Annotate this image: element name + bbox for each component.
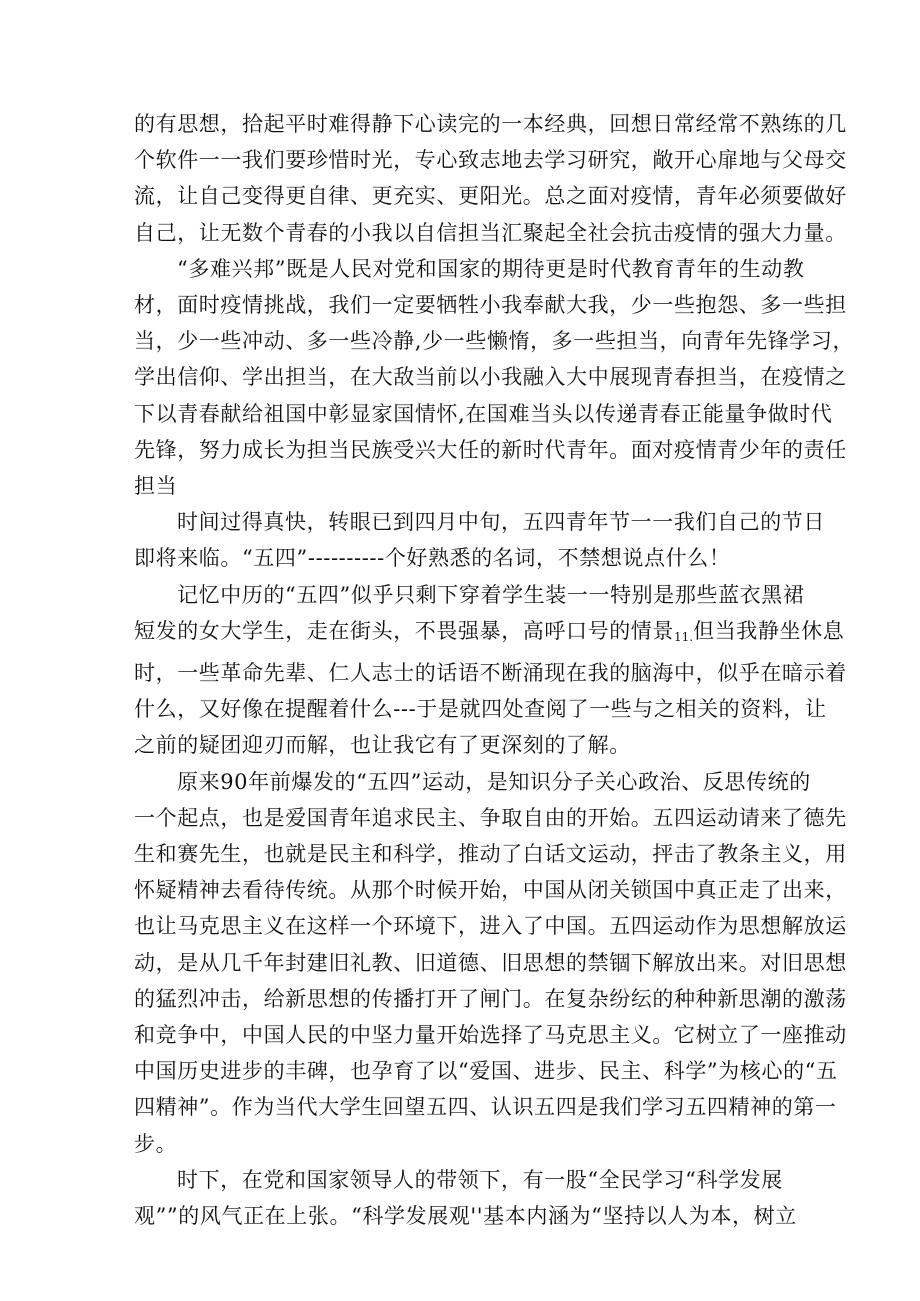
text-line: 之前的疑团迎刃而解，也让我它有了更深刻的了解。 [134,733,631,758]
paragraph-6 [134,1162,797,1234]
text-line: 担当 [134,474,178,499]
paragraph-3 [134,504,825,576]
text-line: 也让马克思主义在这样一个环境下，进入了中国。五四运动作为思想解放运 [134,914,847,939]
text-line: 原来90年前爆发的“五四”运动，是知识分子关心政治、反思传统的 [177,769,811,794]
text-line: 当，少一些冲动、多一些冷静,少一些懒惰，多一些担当，向青年先锋学习， [134,329,855,354]
paragraph-2 [134,251,855,504]
text-line: 和竞争中，中国人民的中坚力量开始选择了马克思主义。它树立了一座推动 [134,1023,847,1048]
paragraph-5 [134,764,847,1162]
text-segment: 短发的女大学生，走在街头，不畏强暴，高呼口号的情景 [134,618,674,643]
text-line: 观””的风气正在上张。“科学发展观''基本内涵为“坚持以人为本，树立 [134,1204,797,1229]
paragraph-1 [134,106,847,251]
text-line: 的猛烈冲击，给新思想的传播打开了闸门。在复杂纷纭的种种新思潮的激荡 [134,986,847,1011]
text-line: 自己，让无数个青春的小我以自信担当汇聚起全社会抗击疫情的强大力量。 [134,220,847,245]
text-line: 先锋，努力成长为担当民族受兴大任的新时代青年。面对疫情青少年的责任 [134,437,847,462]
text-segment: 但当我静坐休息 [693,618,845,643]
text-line: “多难兴邦”既是人民对党和国家的期待更是时代教育青年的生动教 [177,256,805,281]
text-line: 即将来临。“五四”----------个好熟悉的名词，不禁想说点什么！ [134,546,731,571]
text-line: 材，面时疫情挑战，我们一定要牺牲小我奉献大我，少一些抱怨、多一些担 [134,293,847,318]
text-line: 什么，又好像在提醒着什么---于是就四处查阅了一些与之相关的资料，让 [134,697,827,722]
text-line-with-footnote [134,613,845,655]
text-line: 时间过得真快，转眼已到四月中旬，五四青年节一一我们自己的节日 [177,510,825,535]
text-line: 时下，在党和国家领导人的带领下，有一股“全民学习“科学发展 [177,1167,783,1192]
paragraph-4 [134,577,847,764]
text-line: 个软件一一我们要珍惜时光，专心致志地去学习研究，敞开心扉地与父母交 [134,148,847,173]
document-body [134,106,855,1234]
footnote-marker: 11. [674,629,694,644]
text-line: 的有思想，拾起平时难得静下心读完的一本经典，回想日常经常不熟练的几 [134,112,847,136]
text-line: 流，让自己变得更自律、更充实、更阳光。总之面对疫情，青年必须要做好 [134,184,847,209]
text-line: 中国历史进步的丰碑，也孕育了以“爱国、进步、民主、科学”为核心的“五 [134,1059,838,1084]
text-line: 记忆中历的“五四”似乎只剩下穿着学生装一一特别是那些蓝衣黑裙 [177,582,805,607]
text-line: 怀疑精神去看待传统。从那个时候开始，中国从闭关锁国中真正走了出来， [134,878,847,903]
text-line: 一个起点，也是爱国青年追求民主、争取自由的开始。五四运动请来了德先 [134,805,847,830]
text-line: 动，是从几千年封建旧礼教、旧道德、旧思想的禁锢下解放出来。对旧思想 [134,950,847,975]
text-line: 步。 [134,1131,178,1156]
text-line: 四精神”。作为当代大学生回望五四、认识五四是我们学习五四精神的第一 [134,1095,837,1120]
text-line: 下以青春献给祖国中彰显家国情怀,在国难当头以传递青春正能量争做时代 [134,401,833,426]
text-line: 生和赛先生，也就是民主和科学，推动了白话文运动，抨击了教条主义，用 [134,842,847,867]
text-line: 学出信仰、学出担当，在大敌当前以小我融入大中展现青春担当，在疫情之 [134,365,847,390]
text-line: 时，一些革命先辈、仁人志士的话语不断涌现在我的脑海中，似乎在暗示着 [134,661,847,686]
